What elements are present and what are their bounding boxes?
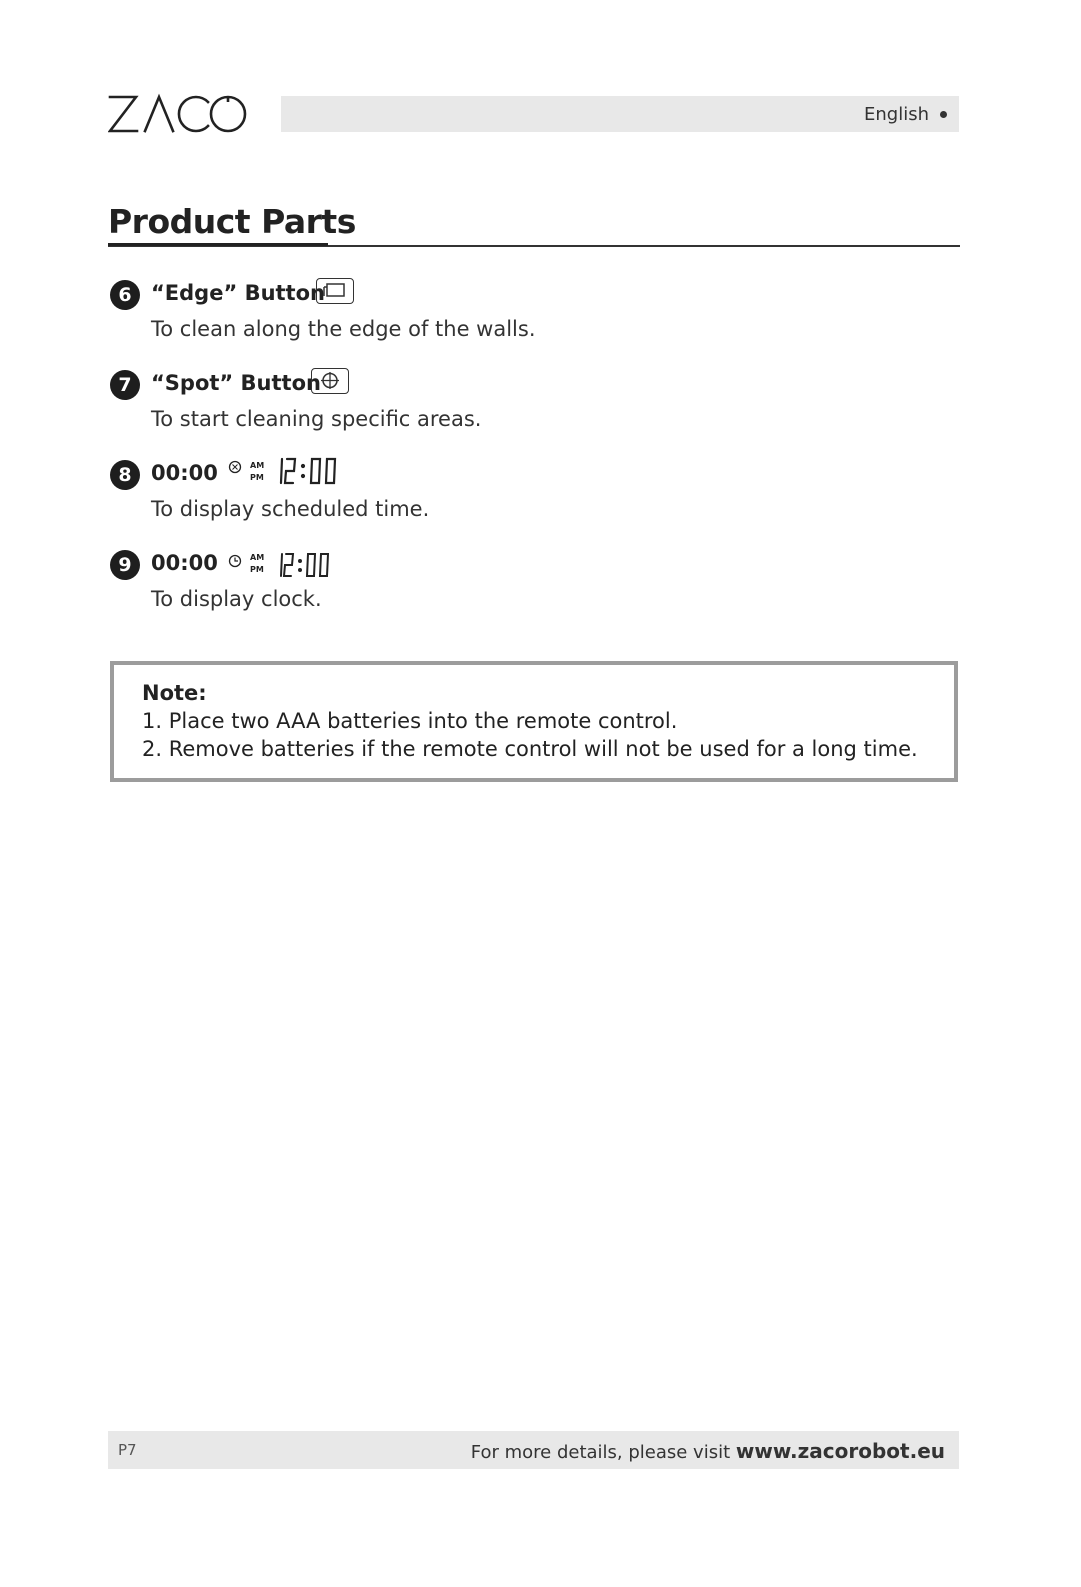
website-link[interactable]: www.zacorobot.eu bbox=[735, 1439, 945, 1463]
note-title: Note: bbox=[142, 681, 207, 705]
footer-text: For more details, please visit bbox=[470, 1442, 731, 1463]
page-title: Product Parts bbox=[108, 202, 356, 241]
page-number: P7 bbox=[118, 1441, 137, 1459]
spot-button-icon bbox=[311, 368, 349, 394]
zaco-logo bbox=[108, 92, 248, 136]
item-label: 00:00 bbox=[151, 551, 218, 575]
bullet-dot-icon bbox=[940, 111, 947, 118]
item-description: To start cleaning specific areas. bbox=[151, 407, 482, 431]
number-badge: 9 bbox=[110, 550, 140, 580]
am-label: AM bbox=[250, 553, 265, 562]
am-pm-indicator bbox=[250, 460, 264, 484]
footer-more-details bbox=[471, 1439, 945, 1463]
am-label: AM bbox=[250, 461, 265, 470]
item-label: “Edge” Button bbox=[151, 281, 325, 305]
item-description: To display clock. bbox=[151, 587, 322, 611]
note-line: 1. Place two AAA batteries into the remote control. bbox=[142, 709, 678, 733]
note-box bbox=[110, 661, 958, 782]
number-badge: 6 bbox=[110, 280, 140, 310]
title-underline bbox=[108, 243, 328, 246]
item-label: “Spot” Button bbox=[151, 371, 321, 395]
language-bar bbox=[281, 96, 959, 132]
edge-button-icon bbox=[316, 278, 354, 304]
item-label: 00:00 bbox=[151, 461, 218, 485]
number-badge: 7 bbox=[110, 370, 140, 400]
item-description: To display scheduled time. bbox=[151, 497, 430, 521]
footer-bar bbox=[108, 1431, 959, 1469]
clock-icon bbox=[228, 554, 242, 568]
am-pm-indicator bbox=[250, 552, 264, 576]
number-badge: 8 bbox=[110, 460, 140, 490]
pm-label: PM bbox=[250, 473, 264, 482]
pm-label: PM bbox=[250, 565, 264, 574]
item-description: To clean along the edge of the walls. bbox=[151, 317, 536, 341]
lcd-display bbox=[278, 548, 336, 582]
language-label: English bbox=[864, 104, 929, 125]
schedule-clock-icon bbox=[228, 460, 242, 474]
note-line: 2. Remove batteries if the remote control will not be used for a long time. bbox=[142, 737, 918, 761]
lcd-display bbox=[278, 454, 344, 488]
